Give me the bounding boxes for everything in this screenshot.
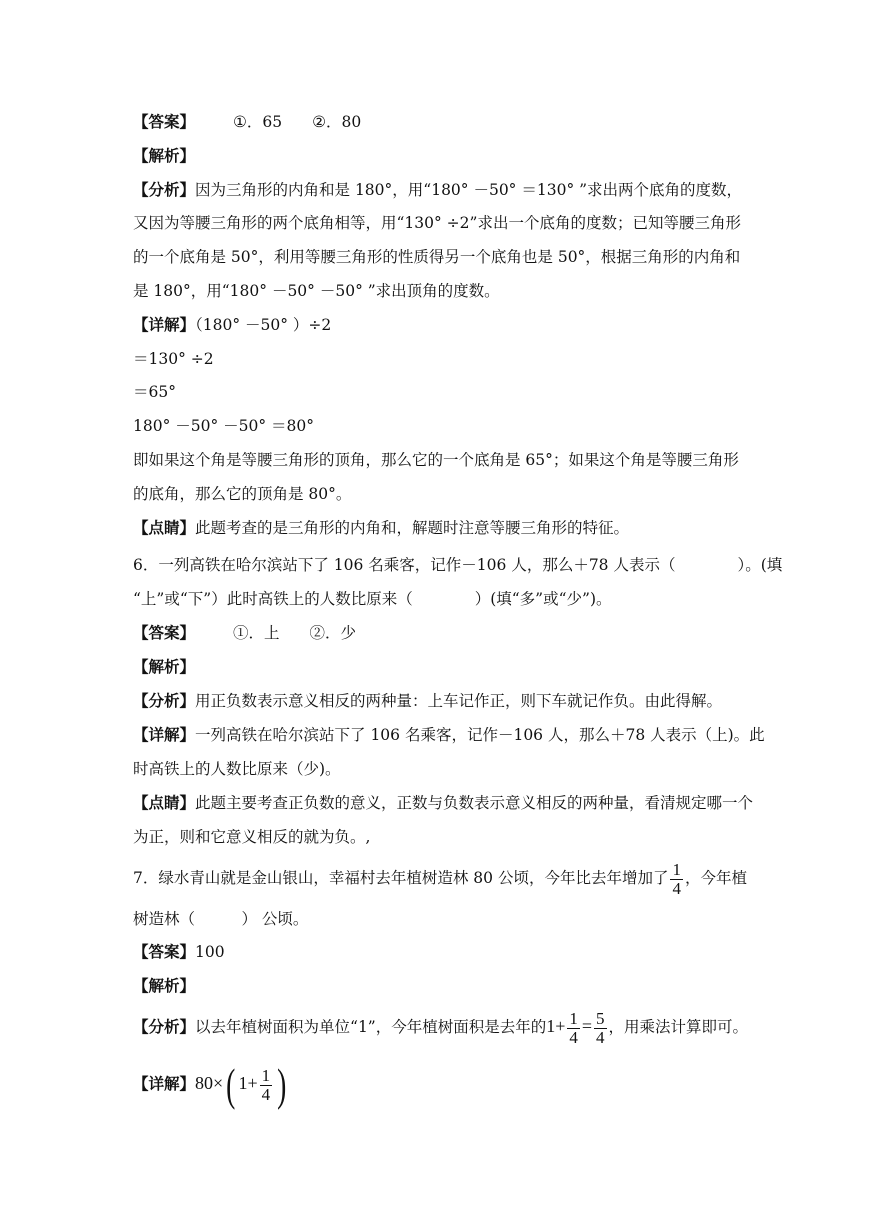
detail-tag: 【详解】 [133, 315, 196, 334]
q7-answer-line [133, 941, 225, 963]
q6-fenxi-line [133, 690, 722, 712]
answer-item: ①．上 [233, 624, 280, 642]
q6-comment-line [133, 792, 753, 814]
fraction-numerator: 1 [569, 1008, 578, 1028]
answer-value: 100 [195, 943, 225, 961]
fraction-numerator: 5 [596, 1008, 605, 1028]
paragraph-line: 即如果这个角是等腰三角形的顶角，那么它的一个底角是 65°；如果这个角是等腰三角形 [133, 451, 739, 469]
comment-text: 此题主要考查正负数的意义，正数与负数表示意义相反的两种量，看清规定哪一个 [195, 794, 754, 812]
q6-detail-line [133, 724, 765, 746]
q7-fenxi-line [133, 1006, 748, 1047]
answer-tag: 【答案】 [133, 112, 196, 131]
analysis-tag: 【解析】 [133, 657, 196, 676]
math-plus: + [555, 1016, 566, 1036]
paragraph-line: 的底角，那么它的顶角是 80°。 [133, 485, 352, 503]
fraction-denominator: 4 [596, 1027, 605, 1047]
paragraph-line: 是 180°，用“180° －50° －50° ”求出顶角的度数。 [133, 282, 500, 300]
q5-answer-line [133, 111, 361, 133]
fraction [260, 1067, 273, 1104]
fenxi-tag: 【分析】 [133, 180, 196, 199]
fraction [567, 1010, 580, 1047]
question-text: ，今年植 [684, 869, 747, 887]
right-paren: ) [277, 1059, 287, 1110]
q5-fenxi-line [133, 179, 742, 201]
answer-tag: 【答案】 [133, 623, 196, 642]
calc-line: ＝130° ÷2 [133, 350, 214, 368]
math-one: 1 [546, 1016, 556, 1036]
paragraph-line: 为正，则和它意义相反的就为负。, [133, 828, 371, 846]
q5-detail-line [133, 314, 331, 336]
calc-line: ＝65° [133, 383, 176, 401]
q7-question-line: 树造林（ ） 公顷。 [133, 910, 309, 928]
comment-tag: 【点睛】 [133, 518, 196, 537]
paragraph-text: ，用乘法计算即可。 [608, 1018, 749, 1036]
comment-text: 此题考查的是三角形的内角和，解题时注意等腰三角形的特征。 [195, 519, 630, 537]
q6-question-line: 6．一列高铁在哈尔滨站下了 106 名乘客，记作－106 人，那么＋78 人表示（ ）。(填 [133, 556, 783, 574]
q7-question-line [133, 858, 747, 898]
fraction-numerator: 1 [672, 859, 681, 879]
math-number: 80 [195, 1073, 214, 1093]
q6-answer-line [133, 622, 356, 644]
detail-tag: 【详解】 [133, 725, 196, 744]
calc-text: （180° －50° ）÷2 [195, 316, 332, 334]
calc-line: 180° －50° －50° ＝80° [133, 417, 315, 435]
answer-item: ①．65 [233, 113, 283, 131]
paragraph-text: 一列高铁在哈尔滨站下了 106 名乘客，记作－106 人，那么＋78 人表示（上)。此 [195, 726, 765, 744]
analysis-tag: 【解析】 [133, 146, 196, 165]
paragraph-text: 以去年植树面积为单位“1”，今年植树面积是去年的 [195, 1018, 547, 1036]
fraction [670, 861, 683, 898]
analysis-tag: 【解析】 [133, 976, 196, 995]
comment-tag: 【点睛】 [133, 793, 196, 812]
q7-detail-line [133, 1060, 289, 1108]
math-times: × [213, 1073, 224, 1093]
math-one: 1 [238, 1073, 248, 1093]
answer-item: ②．80 [312, 113, 362, 131]
paragraph-line: 的一个底角是 50°，利用等腰三角形的性质得另一个底角也是 50°，根据三角形的内角和 [133, 248, 741, 266]
paragraph-text: 因为三角形的内角和是 180°，用“180° －50° ＝130° ”求出两个底角的度数， [195, 181, 743, 199]
q5-analysis-tag-line [133, 145, 195, 167]
q6-question-line: “上”或“下”）此时高铁上的人数比原来（ ）(填“多”或“少”)。 [133, 590, 612, 608]
fenxi-tag: 【分析】 [133, 1017, 196, 1036]
question-text: 7．绿水青山就是金山银山，幸福村去年植树造林 80 公顷，今年比去年增加了 [133, 869, 669, 887]
fraction-denominator: 4 [569, 1027, 578, 1047]
math-equals: = [581, 1016, 593, 1036]
q7-analysis-tag-line [133, 975, 195, 997]
answer-tag: 【答案】 [133, 942, 196, 961]
fraction-denominator: 4 [261, 1084, 271, 1104]
math-plus: + [247, 1073, 258, 1093]
fraction-denominator: 4 [672, 878, 681, 898]
detail-tag: 【详解】 [133, 1074, 196, 1093]
fraction-numerator: 1 [261, 1065, 271, 1085]
q6-analysis-tag-line [133, 656, 195, 678]
left-paren: ( [226, 1059, 236, 1110]
q5-comment-line [133, 517, 629, 539]
fenxi-tag: 【分析】 [133, 691, 196, 710]
paragraph-line: 时高铁上的人数比原来（少)。 [133, 760, 341, 778]
paragraph-line: 又因为等腰三角形的两个底角相等，用“130° ÷2”求出一个底角的度数；已知等腰三角形 [133, 214, 741, 232]
fraction [594, 1010, 607, 1047]
answer-item: ②．少 [309, 624, 357, 642]
paragraph-text: 用正负数表示意义相反的两种量：上车记作正，则下车就记作负。由此得解。 [195, 692, 723, 710]
